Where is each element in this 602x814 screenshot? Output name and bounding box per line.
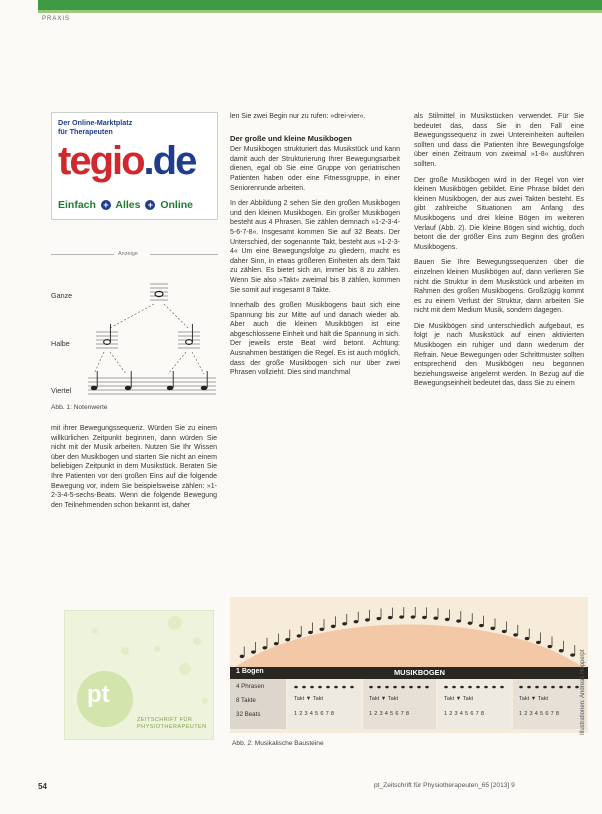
- quarter-note-head: [91, 386, 97, 391]
- quarter-note-head: [125, 386, 131, 391]
- beat-note: [326, 686, 330, 689]
- beat-note: [452, 686, 456, 689]
- arc-note-head: [251, 650, 256, 653]
- arc-note-head: [342, 622, 347, 625]
- arc-note-head: [490, 627, 495, 630]
- arc-note-head: [502, 630, 507, 633]
- takt-labels: Takt ▼ Takt: [369, 696, 399, 702]
- figure1-caption: Abb. 1: Notenwerte: [51, 404, 108, 411]
- beat-note: [294, 686, 298, 689]
- divider: [51, 254, 114, 255]
- arc-note-head: [388, 616, 393, 619]
- arc-note-head: [376, 617, 381, 620]
- divider: [150, 254, 218, 255]
- one-arc-label: 1 Bogen: [236, 668, 264, 675]
- beats-label: 32 Beats: [236, 711, 261, 718]
- arc-note-head: [274, 642, 279, 645]
- phrase-blocks: [288, 679, 586, 729]
- pattern-dot: [154, 646, 160, 652]
- takte-label: 8 Takte: [236, 697, 256, 704]
- beat-note: [302, 686, 306, 689]
- note-values-diagram: [88, 258, 220, 404]
- pattern-dot: [92, 628, 98, 634]
- beat-counts: 1 2 3 4 5 6 7 8: [444, 711, 485, 717]
- figure2-caption: Abb. 2: Musikalische Bausteine: [232, 740, 324, 747]
- column-2-intro: len Sie zwei Begin nur zu rufen: »drei-vier«.: [230, 113, 366, 120]
- phrase-block: [513, 679, 586, 729]
- ad-slogan-3: Online: [160, 199, 194, 211]
- arc-note-head: [468, 621, 473, 624]
- arc-note-head: [331, 625, 336, 628]
- quarter-note-head: [167, 386, 173, 391]
- plus-icon: +: [145, 200, 155, 210]
- beat-note: [318, 686, 322, 689]
- pt-magazine-box: [64, 610, 214, 740]
- beat-note: [476, 686, 480, 689]
- connector-line: [110, 352, 126, 374]
- column-2-paragraph-3: Innerhalb des großen Musikbogens baut sich eine Spannung bis zur Mitte auf und danach wieder ab. Aber auch die kleinen Musikbögen ist eine abgeschlossene Einheit und hält die Spannung in sich. Der jeweils erste Beat wird betont. Achtung: Ausnahmen bestätigen die Regel. Es ist auch möglich, dass der große Musikbogen sich nur über zwei Phrasen vollzieht. Dies sind manchmal: [230, 302, 400, 377]
- ad-slogan-1: Einfach: [58, 199, 96, 211]
- column-3-paragraph-1: als Stilmittel in Musikstücken verwendet. Für Sie bedeutet das, dass Sie in den Fall eine Bewegungssequenz in zwei Untereinheiten aufteilen sollten und dass die Patienten ihre Bewegungsfolge über einen Zeitraum von zweimal »1-8« ausführen sollten.: [414, 113, 584, 168]
- takt-labels: Takt ▼ Takt: [519, 696, 549, 702]
- column-2: [230, 112, 400, 384]
- arc-note-head: [570, 653, 575, 656]
- arc-note-head: [479, 624, 484, 627]
- beat-note: [527, 686, 531, 689]
- beat-note: [468, 686, 472, 689]
- journal-footer: pt_Zeitschrift für Physiotherapeuten_65 [2013] 9: [374, 782, 515, 789]
- pattern-dot: [202, 698, 208, 704]
- beat-note: [535, 686, 539, 689]
- column-3-paragraph-2: Der große Musikbogen wird in der Regel von vier kleinen Musikbögen gebildet. Eine Phrase bildet den kleinen Musikbogen, der aus zwei Takten besteht. Es gibt zahlreiche Situationen am Anfang des Musikbogens und drei kleine Bögen im weiteren Verlauf (Abb. 2). Die kleine Bögen sind wichtig, doch betont die der größer Eins zum Beginn des großen Musikbogens.: [414, 176, 584, 251]
- arc-note-head: [536, 641, 541, 644]
- section-label: PRAXIS: [42, 16, 71, 22]
- ad-headline-line1: Der Online-Marktplatz: [58, 118, 133, 127]
- arc-note-head: [411, 615, 416, 618]
- beat-note: [425, 686, 429, 689]
- beat-note: [559, 686, 563, 689]
- takt-labels: Takt ▼ Takt: [294, 696, 324, 702]
- pt-subtitle-line2: PHYSIOTHERAPEUTEN: [137, 724, 207, 730]
- beat-note: [385, 686, 389, 689]
- column-2-paragraph-2: In der Abbildung 2 sehen Sie den großen Musikbogen und den kleinen Musikbogen. Ein großer Musikbogen besteht aus 4 Phrasen. Sie zählen demnach »1-2-3-4-5-6-7-8«. Insgesamt kommen Sie auf 32 Beats. Der Unterschied, der sogenannte Takt, besteht aus »1-2-3-4« Um eine Bewegungsfolge zu gliedern, macht es daher Sinn, in etwas größeren Einheiten als dem Takt zu zählen. Es bietet sich an, immer bis 8 zu zählen. Wenn Sie also »Takt« zweimal bis 8 zählen, kommen Sie somit auf insgesamt 8 Takte.: [230, 200, 400, 294]
- connector-line: [110, 304, 154, 328]
- pattern-dot: [121, 647, 129, 655]
- page-number: 54: [38, 782, 47, 791]
- arc-note-head: [297, 634, 302, 637]
- column-2-paragraph-1: Der Musikbogen strukturiert das Musikstück und kann damit auch der Strukturierung Ihrer Bewegungsarbeit dienen, egal ob Sie eine Gruppe von geriatrischen Patienten haben oder eine Fitnessgruppe, in einer Seniorenrunde arbeiten.: [230, 146, 400, 192]
- half-note-head: [104, 340, 111, 345]
- ad-slogan-2: Alles: [115, 199, 141, 211]
- beat-note: [500, 686, 504, 689]
- arc-note-head: [547, 645, 552, 648]
- phrase-block: [438, 679, 511, 729]
- connector-line: [164, 304, 188, 328]
- plus-icon: +: [101, 200, 111, 210]
- phrases-label: 4 Phrasen: [236, 683, 265, 690]
- section-heading: Der große und kleine Musikbogen: [230, 133, 352, 143]
- beat-note: [369, 686, 373, 689]
- arc-note-head: [445, 618, 450, 621]
- tegio-logo: [58, 141, 195, 181]
- music-arc-figure: [230, 597, 588, 733]
- pt-subtitle-line1: ZEITSCHRIFT FÜR: [137, 717, 193, 723]
- pattern-dot: [193, 637, 201, 645]
- column-1-paragraph: mit ihrer Bewegungssequenz. Würden Sie zu einem willkürlichen Zeitpunkt beginnen, dann würden Sie nicht mit der Musik arbeiten. Nutzen Sie Ihr Wissen über den Musikbogen und starten Sie nicht an einem beliebigen Zeitpunkt in dem Musikstück. Beraten Sie Ihre Patienten vor den großen Eins auf die folgende Bewegung vor, indem Sie beispielsweise zählen: »1-2-3-4-5-sechs-Beats. Wenn die folgende Bewegung den Teilnehmenden schon bekannt ist, daher: [51, 425, 217, 509]
- beat-note: [401, 686, 405, 689]
- arc-note-head: [399, 615, 404, 618]
- illustration-credit: Illustrationen: Andreas Hoppe/pt: [580, 649, 586, 735]
- beat-note: [484, 686, 488, 689]
- beat-note: [350, 686, 354, 689]
- beat-note: [492, 686, 496, 689]
- beat-note: [460, 686, 464, 689]
- beat-note: [310, 686, 314, 689]
- arc-note-head: [308, 631, 313, 634]
- arc-note-head: [240, 655, 245, 658]
- label-halbe: Halbe: [51, 339, 70, 348]
- beat-note: [409, 686, 413, 689]
- arc-note-head: [422, 616, 427, 619]
- connector-line: [94, 352, 104, 374]
- pattern-dot: [168, 616, 182, 630]
- column-3: [414, 112, 584, 395]
- arc-note-head: [456, 619, 461, 622]
- arc-note-head: [262, 646, 267, 649]
- ad-slogan: [58, 199, 193, 211]
- top-color-band: [38, 0, 602, 10]
- beat-counts: 1 2 3 4 5 6 7 8: [519, 711, 560, 717]
- arc-note-head: [513, 633, 518, 636]
- beat-note: [342, 686, 346, 689]
- beat-note: [543, 686, 547, 689]
- pt-subtitle: [137, 717, 207, 731]
- connector-line: [168, 352, 186, 374]
- top-color-band-light: [38, 10, 602, 13]
- takt-labels: Takt ▼ Takt: [444, 696, 474, 702]
- arc-note-head: [433, 617, 438, 620]
- beat-counts: 1 2 3 4 5 6 7 8: [294, 711, 335, 717]
- anzeige-label: Anzeige: [118, 251, 138, 257]
- ad-headline-line2: für Therapeuten: [58, 127, 113, 136]
- musikbogen-title: MUSIKBOGEN: [394, 668, 445, 677]
- pattern-dot: [179, 663, 191, 675]
- beat-note: [334, 686, 338, 689]
- beat-note: [551, 686, 555, 689]
- label-ganze: Ganze: [51, 291, 73, 300]
- pt-logo: pt: [87, 681, 110, 708]
- arc-note-head: [559, 649, 564, 652]
- ad-logo-part1: tegio: [58, 139, 144, 183]
- arc-note-head: [525, 637, 530, 640]
- beat-counts: 1 2 3 4 5 6 7 8: [369, 711, 410, 717]
- quarter-note-head: [201, 386, 207, 391]
- arc-note-head: [319, 628, 324, 631]
- beat-note: [519, 686, 523, 689]
- ad-logo-part2: .de: [143, 139, 196, 183]
- column-3-paragraph-3: Bauen Sie Ihre Bewegungssequenzen über die einzelnen kleinen Musikbögen auf, dann verlieren Sie nicht die Struktur in dem Musikstück und arbeiten im Rahmen des großen Musikbogens. Großzügig kommt es zu einem Verlust der Struktur, dann arbeiten Sie nicht mit dem Medium Musik, sondern dagegen.: [414, 259, 584, 315]
- phrase-block: [363, 679, 436, 729]
- beat-note: [567, 686, 571, 689]
- beat-note: [377, 686, 381, 689]
- arc-note-head: [365, 618, 370, 621]
- beat-note: [575, 686, 579, 689]
- connector-line: [192, 352, 204, 374]
- half-note-head: [186, 340, 193, 345]
- column-3-paragraph-4: Die Musikbögen sind unterschiedlich aufgebaut, es folgt je nach Musikstück auf einen aktivierten Musikbogen ein ruhiger und dann wiederum der Refrain. Neue Bewegungen oder Schrittmuster sollten entsprechend den Musikbögen neu begonnen beziehungsweise angelernt werden. In Bezug auf die Bewegungseinheit bedeutet das, dass Sie zu einem: [414, 322, 584, 388]
- ad-headline: [58, 118, 132, 136]
- tegio-advertisement[interactable]: [51, 112, 218, 220]
- column-1: [51, 424, 217, 516]
- beat-note: [444, 686, 448, 689]
- arc-note-head: [285, 638, 290, 641]
- beat-note: [417, 686, 421, 689]
- label-viertel: Viertel: [51, 386, 72, 395]
- beat-note: [393, 686, 397, 689]
- arc-note-head: [354, 620, 359, 623]
- phrase-block: [288, 679, 361, 729]
